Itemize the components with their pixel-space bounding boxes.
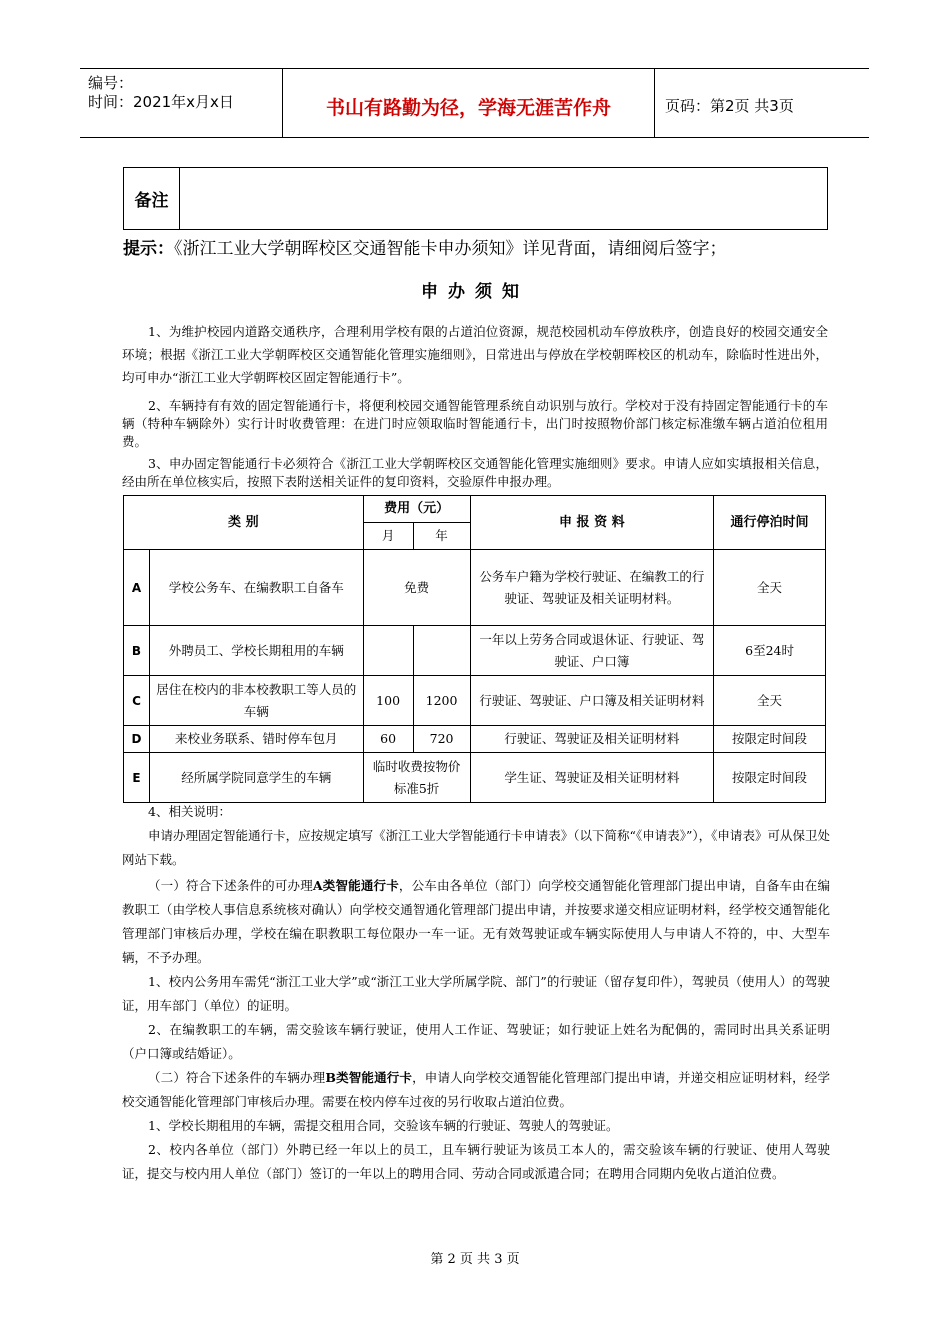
row-year: 1200 bbox=[413, 676, 470, 726]
notice-paragraph-3: 3、申办固定智能通行卡必须符合《浙江工业大学朝晖校区交通智能化管理实施细则》要求。申请人应如实填报相关信息，经由所在单位核实后，按照下表附送相关证件的复印资料，交验原件申报办理。 bbox=[122, 456, 828, 489]
table-row bbox=[124, 550, 826, 626]
header-year: 年 bbox=[413, 523, 470, 550]
remark-box bbox=[123, 167, 828, 230]
header-materials: 申 报 资 料 bbox=[470, 496, 714, 550]
note-b bbox=[122, 1066, 830, 1114]
note-b-1: 1、学校长期租用的车辆，需提交租用合同，交验该车辆的行驶证、驾驶人的驾驶证。 bbox=[148, 1118, 619, 1133]
note-a bbox=[122, 874, 830, 970]
row-materials: 行驶证、驾驶证、户口簿及相关证明材料 bbox=[470, 676, 714, 726]
tip-text: 《浙江工业大学朝晖校区交通智能卡申办须知》详见背面，请细阅后签字； bbox=[174, 239, 727, 259]
note-a-bold: A类智能通行卡 bbox=[312, 878, 399, 893]
tip-line bbox=[123, 234, 727, 259]
row-month: 60 bbox=[363, 726, 413, 753]
row-category: 居住在校内的非本校教职工等人员的车辆 bbox=[149, 676, 363, 726]
row-category: 经所属学院同意学生的车辆 bbox=[149, 753, 363, 803]
row-fee: 临时收费按物价标准5折 bbox=[363, 753, 470, 803]
row-code: E bbox=[124, 753, 150, 803]
note-a-post: ，公车由各单位（部门）向学校交通智能化管理部门提出申请，自备车由在编教职工（由学校人事信息系统核对确认）向学校交通智通化管理部门提出申请，并按要求递交相应证明材料，经学校交通智能化管理部门审核后办理，学校在编在职教职工每位限办一车一证。无有效驾驶证或车辆实际使用人与申请人不符的，中、大型车辆，不予办理。 bbox=[122, 878, 830, 965]
row-year bbox=[413, 626, 470, 676]
row-month bbox=[363, 626, 413, 676]
note-b-2: 2、校内各单位（部门）外聘已经一年以上的员工，且车辆行驶证为该员工本人的，需交验该车辆的行驶证、使用人驾驶证，提交与校内用人单位（部门）签订的一年以上的聘用合同、劳动合同或派遣合同；在聘用合同期内免收占道泊位费。 bbox=[122, 1142, 830, 1181]
note-b-bold: B类智能通行卡 bbox=[325, 1070, 413, 1085]
notes-section bbox=[122, 800, 830, 1186]
row-code: B bbox=[124, 626, 150, 676]
row-month: 100 bbox=[363, 676, 413, 726]
document-date: 时间：2021年x月x日 bbox=[88, 93, 234, 111]
row-materials: 公务车户籍为学校行驶证、在编教工的行驶证、驾驶证及相关证明材料。 bbox=[470, 550, 714, 626]
note-4-text: 申请办理固定智能通行卡，应按规定填写《浙江工业大学智能通行卡申请表》（以下简称“《申请表》”），《申请表》可从保卫处网站下载。 bbox=[122, 828, 830, 867]
row-hours: 全天 bbox=[714, 676, 826, 726]
header-fee: 费用（元） bbox=[363, 496, 470, 523]
note-a-1: 1、校内公务用车需凭“浙江工业大学”或“浙江工业大学所属学院、部门”的行驶证（留存复印件），驾驶员（使用人）的驾驶证，用车部门（单位）的证明。 bbox=[122, 974, 830, 1013]
note-b-post: ，申请人向学校交通智能化管理部门提出申请，并递交相应证明材料，经学校交通智能化管理部门审核后办理。需要在校内停车过夜的另行收取占道泊位费。 bbox=[122, 1070, 830, 1109]
tip-label: 提示： bbox=[123, 239, 174, 259]
table-row bbox=[124, 726, 826, 753]
note-4-heading: 4、相关说明： bbox=[148, 804, 231, 819]
row-hours: 全天 bbox=[714, 550, 826, 626]
row-materials: 一年以上劳务合同或退休证、行驶证、驾驶证、户口簿 bbox=[470, 626, 714, 676]
header-category: 类 别 bbox=[124, 496, 364, 550]
header-motto-cell bbox=[283, 69, 655, 137]
note-a-2: 2、在编教职工的车辆，需交验该车辆行驶证，使用人工作证、驾驶证；如行驶证上姓名为配偶的，需同时出具关系证明（户口簿或结婚证）。 bbox=[122, 1022, 830, 1061]
header-page-cell bbox=[655, 69, 869, 137]
row-code: A bbox=[124, 550, 150, 626]
page-footer: 第 2 页 共 3 页 bbox=[430, 1252, 520, 1267]
notice-paragraph-1: 1、为维护校园内道路交通秩序，合理利用学校有限的占道泊位资源，规范校园机动车停放秩序，创造良好的校园交通安全环境；根据《浙江工业大学朝晖校区交通智能化管理实施细则》，日常进出与停放在学校朝晖校区的机动车，除临时性进出外，均可申办“浙江工业大学朝晖校区固定智能通行卡”。 bbox=[122, 324, 828, 385]
row-hours: 按限定时间段 bbox=[714, 726, 826, 753]
header-month: 月 bbox=[363, 523, 413, 550]
page-header bbox=[80, 68, 869, 138]
row-hours: 6至24时 bbox=[714, 626, 826, 676]
header-page-number: 页码：第2页 共3页 bbox=[665, 97, 794, 115]
header-motto: 书山有路勤为径，学海无涯苦作舟 bbox=[325, 97, 611, 119]
fee-table bbox=[123, 495, 826, 803]
table-header-row bbox=[124, 496, 826, 523]
table-row bbox=[124, 626, 826, 676]
row-category: 来校业务联系、错时停车包月 bbox=[149, 726, 363, 753]
table-row bbox=[124, 676, 826, 726]
header-meta bbox=[80, 69, 283, 137]
row-code: D bbox=[124, 726, 150, 753]
notice-paragraph-2: 2、车辆持有有效的固定智能通行卡，将便利校园交通智能管理系统自动识别与放行。学校对于没有持固定智能通行卡的车辆（特种车辆除外）实行计时收费管理：在进门时应领取临时智能通行卡，出门时按照物价部门核定标准缴车辆占道泊位租用费。 bbox=[122, 398, 828, 449]
table-row bbox=[124, 753, 826, 803]
row-category: 外聘员工、学校长期租用的车辆 bbox=[149, 626, 363, 676]
remark-label: 备注 bbox=[124, 168, 180, 229]
notice-title: 申办须知 bbox=[421, 282, 529, 302]
row-fee: 免费 bbox=[363, 550, 470, 626]
note-a-pre: （一）符合下述条件的可办理 bbox=[148, 878, 313, 893]
row-year: 720 bbox=[413, 726, 470, 753]
document-number: 编号： bbox=[88, 74, 134, 92]
row-category: 学校公务车、在编教职工自备车 bbox=[149, 550, 363, 626]
note-b-pre: （二）符合下述条件的车辆办理 bbox=[148, 1070, 326, 1085]
row-materials: 学生证、驾驶证及相关证明材料 bbox=[470, 753, 714, 803]
header-hours: 通行停泊时间 bbox=[714, 496, 826, 550]
row-materials: 行驶证、驾驶证及相关证明材料 bbox=[470, 726, 714, 753]
row-hours: 按限定时间段 bbox=[714, 753, 826, 803]
row-code: C bbox=[124, 676, 150, 726]
